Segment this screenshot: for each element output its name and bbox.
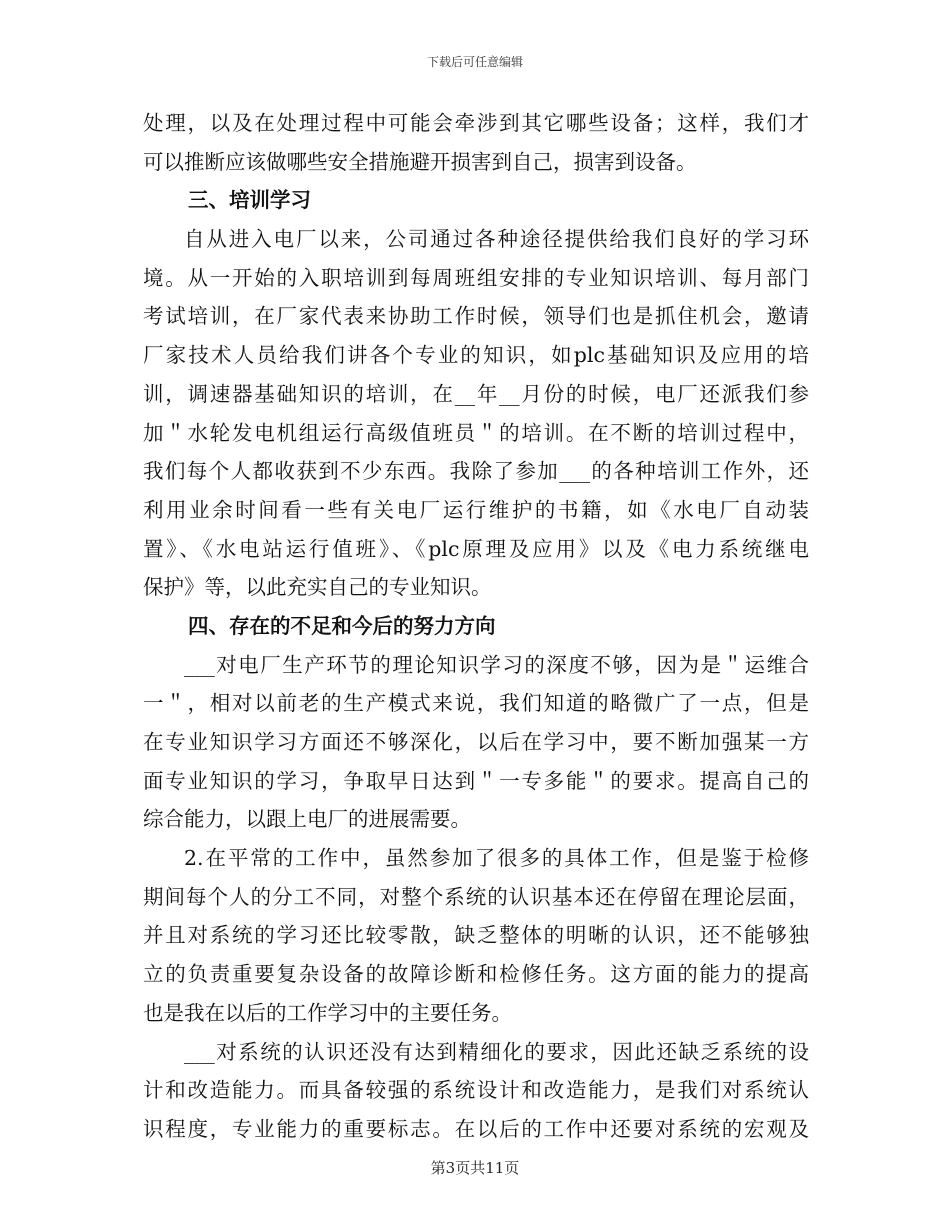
body-line: 考试培训，在厂家代表来协助工作时候，领导们也是抓住机会，邀请	[143, 304, 809, 329]
section-heading: 三、培训学习	[188, 188, 311, 213]
body-line: 计和改造能力。而具备较强的系统设计和改造能力，是我们对系统认	[143, 1078, 809, 1103]
body-line: 置》、《水电站运行值班》、《plc原理及应用》以及《电力系统继电	[143, 536, 809, 561]
body-line: ___对电厂生产环节的理论知识学习的深度不够，因为是＂运维合	[184, 652, 809, 677]
body-line: 并且对系统的学习还比较零散，缺乏整体的明晰的认识，还不能够独	[143, 923, 809, 948]
body-line: 面专业知识的学习，争取早日达到＂一专多能＂的要求。提高自己的	[143, 768, 809, 793]
body-line: 期间每个人的分工不同，对整个系统的认识基本还在停留在理论层面，	[143, 884, 809, 909]
body-line: 一＂，相对以前老的生产模式来说，我们知道的略微广了一点，但是	[143, 691, 809, 716]
body-line: 在专业知识学习方面还不够深化，以后在学习中，要不断加强某一方	[143, 730, 809, 754]
body-line: 也是我在以后的工作学习中的主要任务。	[143, 1000, 512, 1025]
body-line: 可以推断应该做哪些安全措施避开损害到自己，损害到设备。	[143, 149, 697, 174]
body-line: 2.在平常的工作中，虽然参加了很多的具体工作，但是鉴于检修	[184, 846, 809, 871]
body-line: 利用业余时间看一些有关电厂运行维护的书籍，如《水电厂自动装	[143, 497, 809, 522]
body-line: 我们每个人都收获到不少东西。我除了参加___的各种培训工作外，还	[143, 459, 809, 484]
body-line: 处理，以及在处理过程中可能会牵涉到其它哪些设备；这样，我们才	[143, 111, 809, 135]
document-body	[143, 104, 809, 1149]
body-line: 厂家技术人员给我们讲各个专业的知识，如plc基础知识及应用的培	[143, 343, 809, 368]
body-line: 境。从一开始的入职培训到每周班组安排的专业知识培训、每月部门	[143, 265, 809, 290]
body-line: 识程度，专业能力的重要标志。在以后的工作中还要对系统的宏观及	[143, 1116, 809, 1141]
page-number: 第3页共11页	[430, 1159, 520, 1177]
section-heading: 四、存在的不足和今后的努力方向	[188, 613, 496, 638]
body-line: 保护》等，以此充实自己的专业知识。	[143, 575, 492, 600]
page-header: 下载后可任意编辑	[426, 55, 523, 69]
body-line: ___对系统的认识还没有达到精细化的要求，因此还缺乏系统的设	[184, 1039, 809, 1064]
body-line: 自从进入电厂以来，公司通过各种途径提供给我们良好的学习环	[184, 227, 809, 252]
body-line: 训，调速器基础知识的培训，在__年__月份的时候，电厂还派我们参	[143, 381, 809, 406]
body-line: 立的负责重要复杂设备的故障诊断和检修任务。这方面的能力的提高	[143, 962, 809, 987]
body-line: 综合能力，以跟上电厂的进展需要。	[143, 807, 471, 832]
body-line: 加＂水轮发电机组运行高级值班员＂的培训。在不断的培训过程中，	[143, 420, 809, 445]
